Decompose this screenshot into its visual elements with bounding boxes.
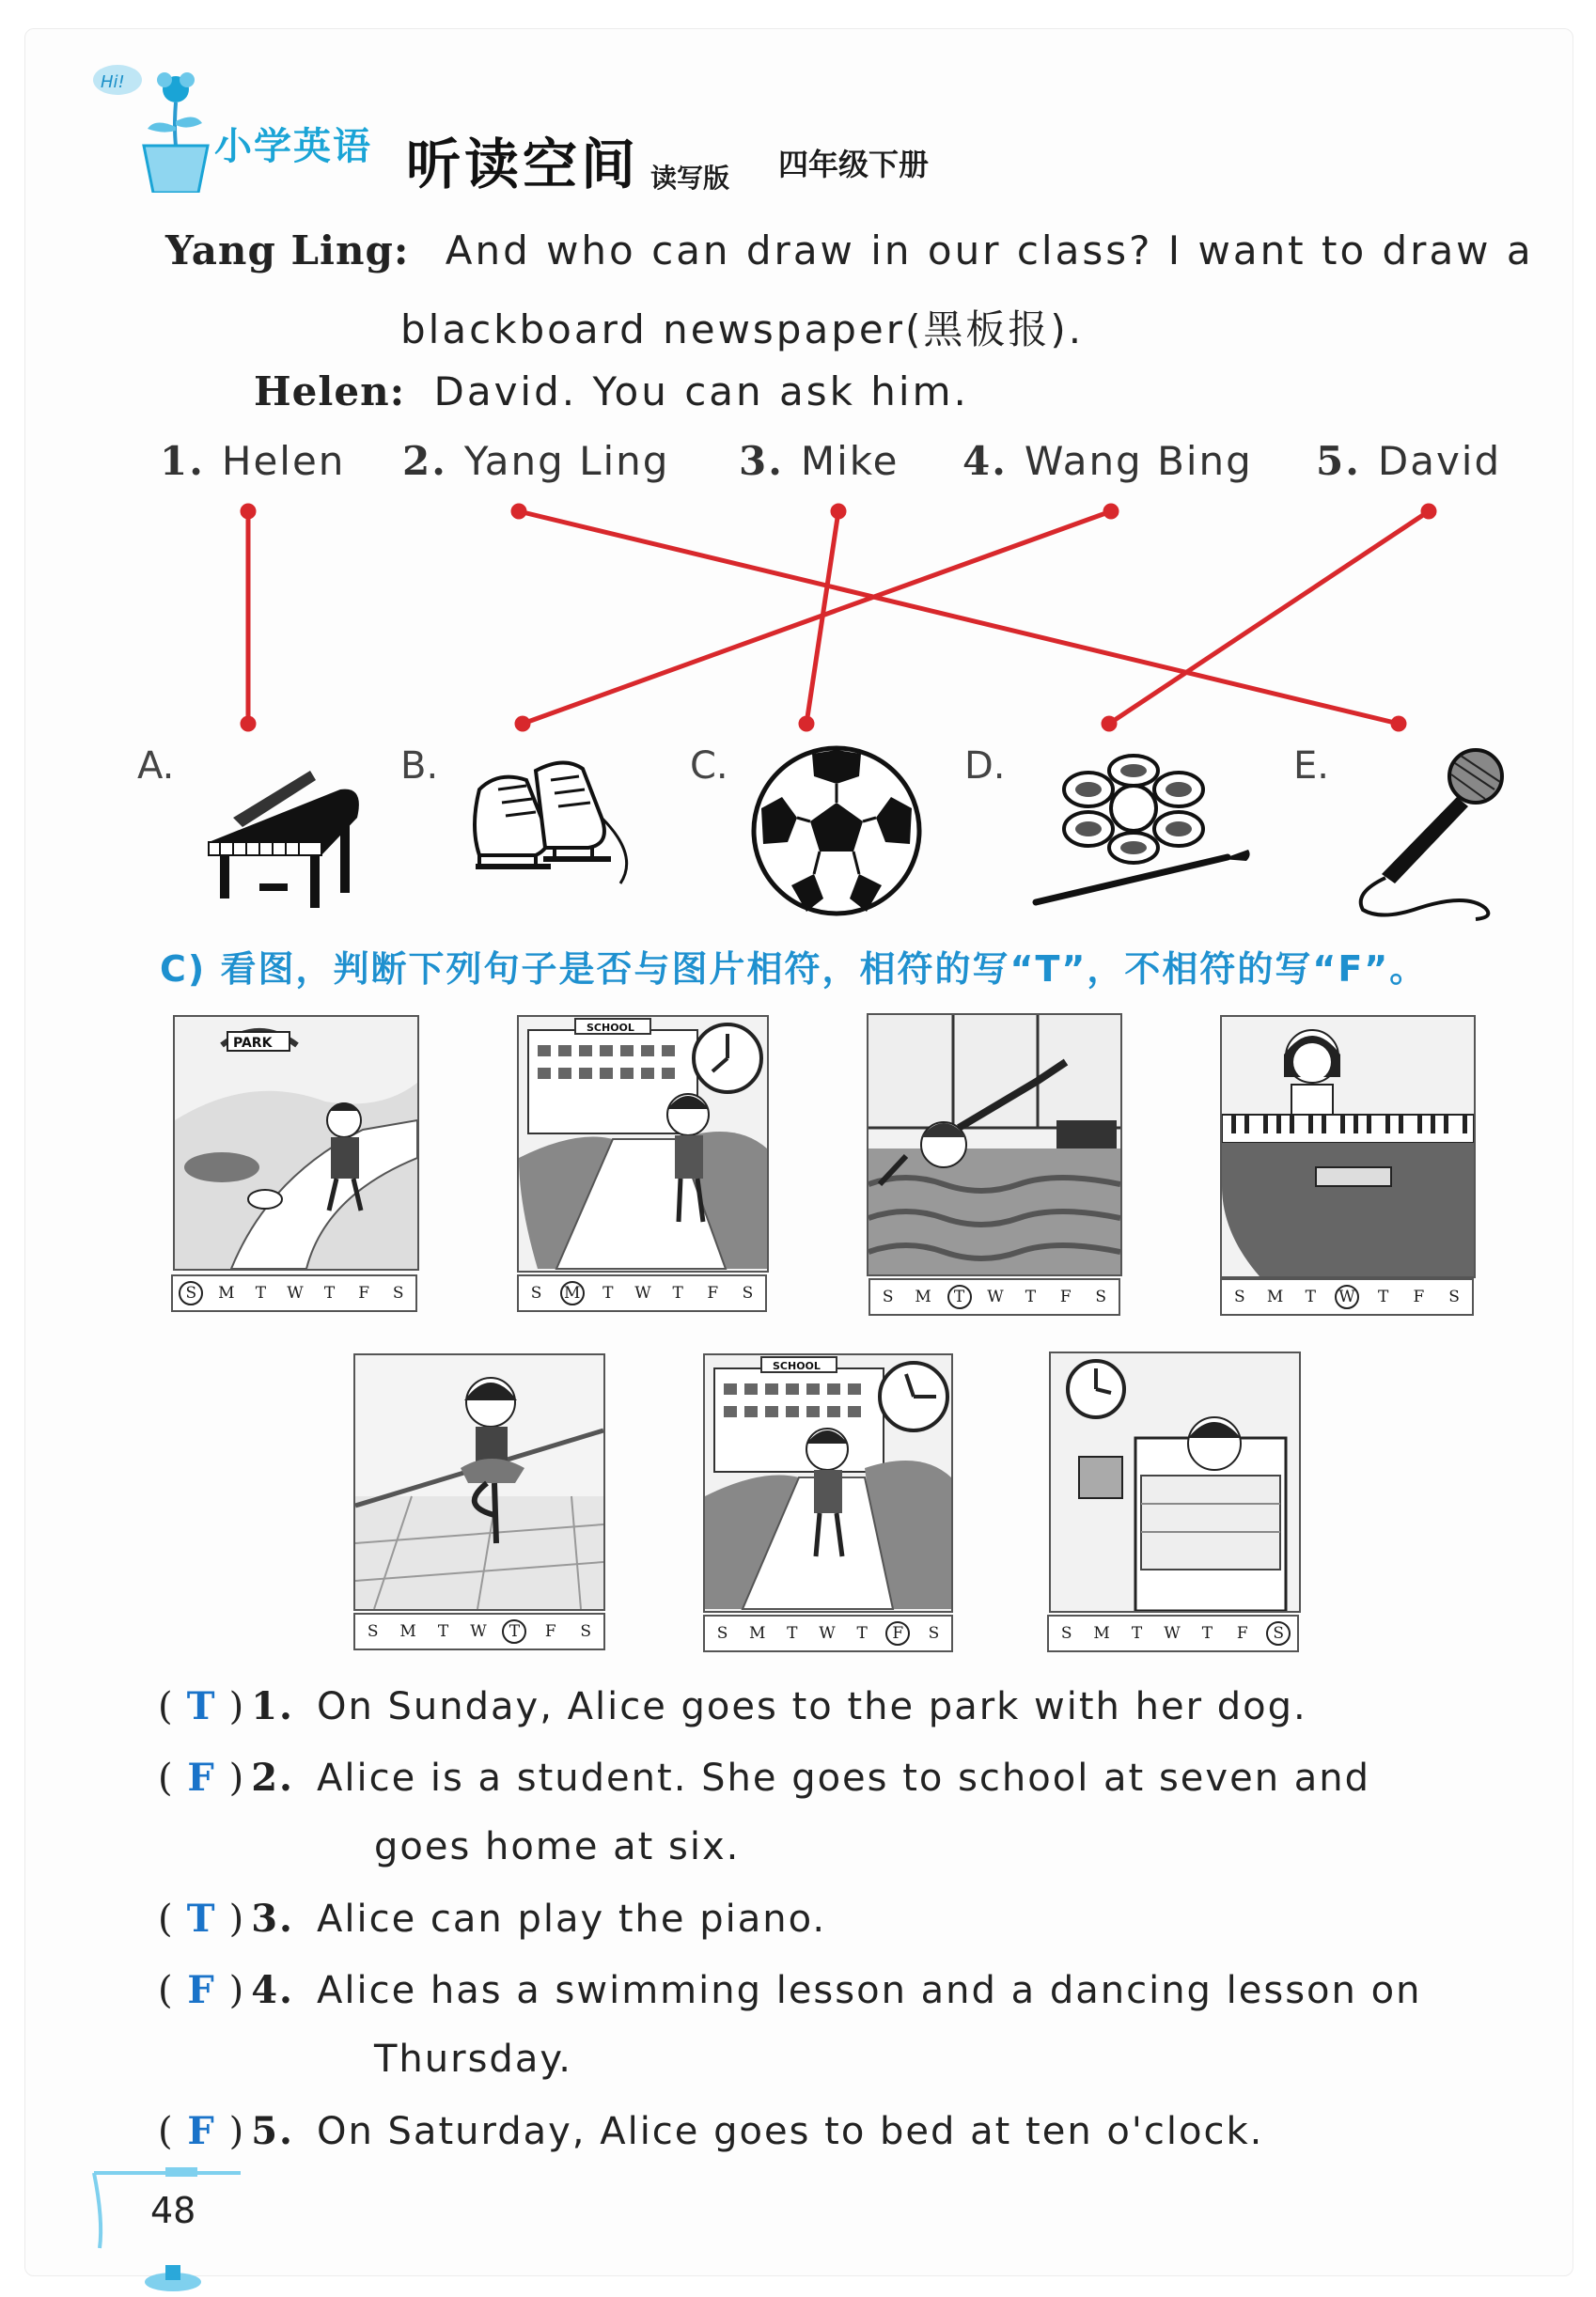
answer-mark: T [186,1897,217,1941]
weekday-letter: W [287,1284,304,1303]
statement-text-continued: goes home at six. [374,1825,741,1868]
park-sign: PARK [233,1036,273,1051]
person-label: 5. David [1316,438,1502,484]
weekday-strip [1047,1615,1299,1652]
weekday-letter: S [742,1284,754,1303]
brand-title: 听读空间 [406,133,640,196]
dialogue-text: David. You can ask him. [433,368,969,414]
weekday-letter: T [1377,1288,1389,1306]
weekday-strip [703,1615,953,1652]
weekday-letter: T [1201,1624,1213,1643]
answer-mark: F [187,1756,216,1800]
weekday-letter: T [323,1284,336,1303]
football-icon [748,742,925,919]
statement-text: On Saturday, Alice goes to bed at ten o'clock. [316,2110,1264,2153]
answer-mark: F [187,1968,216,2012]
weekday-letter: T [787,1624,798,1643]
scene-bedtime [1049,1352,1301,1613]
weekday-letter: T [1025,1288,1037,1306]
weekday-letter: T [947,1285,972,1309]
weekday-letter: T [437,1622,449,1641]
statement-5: ( F ) 5. On Saturday, Alice goes to bed at ten o'clock. [158,2109,1264,2153]
weekday-letter: S [882,1288,894,1306]
hi-text: Hi! [101,72,125,92]
weekday-strip [353,1613,605,1650]
weekday-letter: M [748,1624,766,1643]
match-line-4-B [523,511,1111,724]
weekday-letter: F [1059,1288,1072,1306]
weekday-letter: W [1164,1624,1181,1643]
series-title: 小学英语 [214,125,372,168]
dialogue-text-continued: blackboard newspaper(黑板报). [400,306,1085,352]
weekday-letter: S [1448,1288,1460,1306]
weekday-letter: W [470,1622,487,1641]
dialogue-text: And who can draw in our class? I want to draw a [445,227,1534,273]
edition-label: 读写版 [650,163,730,194]
weekday-letter: F [707,1284,719,1303]
option-letter: E. [1293,744,1329,788]
weekday-strip [517,1274,767,1312]
weekday-letter: T [672,1284,683,1303]
option-letter: D. [964,744,1006,788]
answer-mark: F [187,2109,216,2153]
grade-label: 四年级下册 [778,147,930,182]
weekday-letter: T [1131,1624,1143,1643]
weekday-strip [171,1274,417,1312]
person-label: 1. Helen [160,438,346,484]
statement-4: ( F ) 4. Alice has a swimming lesson and a dancing lesson on [158,1968,1422,2012]
weekday-letter: W [634,1284,651,1303]
person-label: 2. Yang Ling [402,438,670,484]
weekday-letter: W [987,1288,1004,1306]
weekday-letter: M [1093,1624,1110,1643]
statement-text: Alice is a student. She goes to school at seven and [316,1757,1371,1800]
ice-skates-icon [461,742,649,912]
weekday-letter: W [819,1624,836,1643]
piano-icon [199,752,365,917]
statement-text-continued: Thursday. [374,2038,573,2081]
scene-school-morning [517,1015,769,1273]
weekday-letter: S [530,1284,542,1303]
weekday-letter: S [1266,1621,1291,1646]
section-c-title: C) 看图，判断下列句子是否与图片相符，相符的写“T”，不相符的写“F”。 [160,948,1428,990]
weekday-letter: T [255,1284,267,1303]
school-sign: SCHOOL [773,1360,821,1372]
weekday-letter: S [580,1622,592,1641]
weekday-letter: T [502,1619,526,1644]
weekday-letter: M [399,1622,416,1641]
scene-park [173,1015,419,1271]
weekday-letter: S [1095,1288,1107,1306]
page-number: 48 [150,2190,196,2231]
weekday-letter: F [544,1622,556,1641]
weekday-letter: S [716,1624,728,1643]
weekday-letter: S [392,1284,404,1303]
weekday-strip [868,1278,1120,1316]
option-letter: C. [690,744,728,788]
statement-1: ( T ) 1. On Sunday, Alice goes to the park with her dog. [158,1684,1307,1728]
weekday-letter: F [358,1284,369,1303]
statement-text: Alice can play the piano. [316,1898,827,1941]
weekday-letter: S [367,1622,379,1641]
weekday-letter: T [1305,1288,1316,1306]
scene-piano [1220,1015,1476,1278]
weekday-letter: M [218,1284,235,1303]
school-sign: SCHOOL [587,1022,634,1034]
weekday-letter: M [560,1281,585,1305]
statement-2: ( F ) 2. Alice is a student. She goes to school at seven and [158,1756,1371,1800]
statement-3: ( T ) 3. Alice can play the piano. [158,1897,827,1941]
weekday-letter: F [1236,1624,1248,1643]
scene-dancing [353,1353,605,1611]
option-letter: A. [137,744,175,788]
microphone-icon [1344,742,1513,921]
weekday-letter: T [856,1624,868,1643]
weekday-strip [1220,1278,1474,1316]
scene-school-afternoon [703,1353,953,1613]
weekday-letter: M [1266,1288,1284,1306]
statement-text: On Sunday, Alice goes to the park with her dog. [316,1685,1307,1728]
weekday-letter: T [602,1284,614,1303]
weekday-letter: S [179,1281,203,1305]
weekday-letter: S [928,1624,940,1643]
weekday-letter: W [1335,1285,1359,1309]
statement-text: Alice has a swimming lesson and a dancing lesson on [316,1969,1422,2012]
person-label: 4. Wang Bing [962,438,1253,484]
speaker-name: Helen: [254,368,406,414]
paint-palette-icon [1030,752,1256,912]
scene-swimming [867,1013,1122,1276]
speaker-name: Yang Ling: [165,227,410,273]
weekday-letter: M [915,1288,931,1306]
weekday-letter: S [1234,1288,1245,1306]
weekday-letter: F [885,1621,910,1646]
option-letter: B. [400,744,439,788]
person-label: 3. Mike [739,438,900,484]
answer-mark: T [186,1684,217,1728]
weekday-letter: S [1060,1624,1072,1643]
weekday-letter: F [1413,1288,1425,1306]
